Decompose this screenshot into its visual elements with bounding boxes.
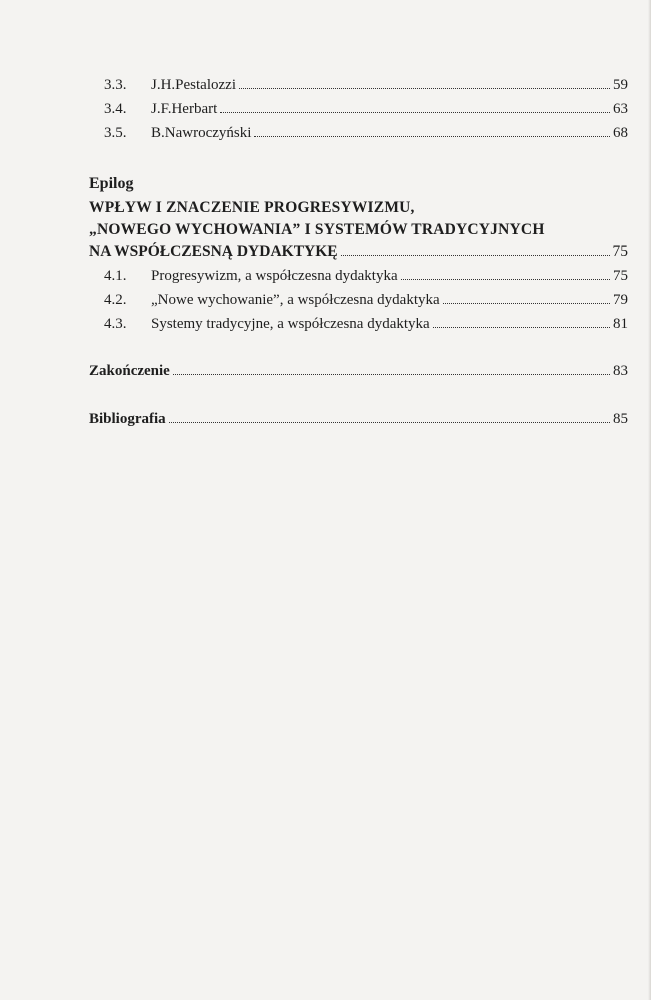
entry-number: 4.1. bbox=[104, 268, 127, 284]
dot-leader bbox=[254, 136, 610, 137]
entry-number: 4.2. bbox=[104, 292, 127, 308]
entry-number: 4.3. bbox=[104, 316, 127, 332]
epilog-heading-line-2: „NOWEGO WYCHOWANIA” I SYSTEMÓW TRADYCYJNYCH bbox=[89, 221, 545, 238]
entry-label: B.Nawroczyński bbox=[151, 125, 252, 141]
entry-page: 59 bbox=[613, 77, 628, 93]
entry-page: 63 bbox=[613, 101, 628, 117]
toc-entry-4-2 bbox=[104, 291, 628, 309]
entry-page: 83 bbox=[613, 363, 628, 379]
entry-label: NA WSPÓŁCZESNĄ DYDAKTYKĘ bbox=[89, 243, 338, 260]
dot-leader bbox=[239, 88, 610, 89]
dot-leader bbox=[169, 422, 610, 423]
toc-entry-3-4 bbox=[104, 100, 628, 118]
entry-page: 81 bbox=[613, 316, 628, 332]
dot-leader bbox=[433, 327, 610, 328]
entry-label: „Nowe wychowanie”, a współczesna dydaktyka bbox=[151, 292, 440, 308]
entry-page: 85 bbox=[613, 411, 628, 427]
epilog-heading-line-3 bbox=[89, 243, 628, 261]
epilog-title: Epilog bbox=[89, 175, 134, 192]
entry-number: 3.5. bbox=[104, 125, 127, 141]
entry-page: 79 bbox=[613, 292, 628, 308]
toc-entry-4-3 bbox=[104, 315, 628, 333]
entry-number: 3.3. bbox=[104, 77, 127, 93]
entry-page: 75 bbox=[613, 268, 628, 284]
entry-label: Bibliografia bbox=[89, 411, 166, 427]
toc-entry-zakonczenie bbox=[89, 362, 628, 380]
dot-leader bbox=[173, 374, 610, 375]
entry-label: Progresywizm, a współczesna dydaktyka bbox=[151, 268, 398, 284]
entry-label: Zakończenie bbox=[89, 363, 170, 379]
dot-leader bbox=[401, 279, 610, 280]
entry-page: 75 bbox=[612, 243, 628, 260]
epilog-heading-line-1: WPŁYW I ZNACZENIE PROGRESYWIZMU, bbox=[89, 199, 415, 216]
toc-entry-3-3 bbox=[104, 76, 628, 94]
dot-leader bbox=[443, 303, 610, 304]
entry-label: J.F.Herbart bbox=[151, 101, 218, 117]
toc-entry-3-5 bbox=[104, 124, 628, 142]
dot-leader bbox=[220, 112, 610, 113]
entry-label: Systemy tradycyjne, a współczesna dydaktyka bbox=[151, 316, 430, 332]
toc-entry-4-1 bbox=[104, 267, 628, 285]
toc-entry-bibliografia bbox=[89, 410, 628, 428]
entry-number: 3.4. bbox=[104, 101, 127, 117]
entry-page: 68 bbox=[613, 125, 628, 141]
entry-label: J.H.Pestalozzi bbox=[151, 77, 236, 93]
dot-leader bbox=[341, 255, 610, 256]
